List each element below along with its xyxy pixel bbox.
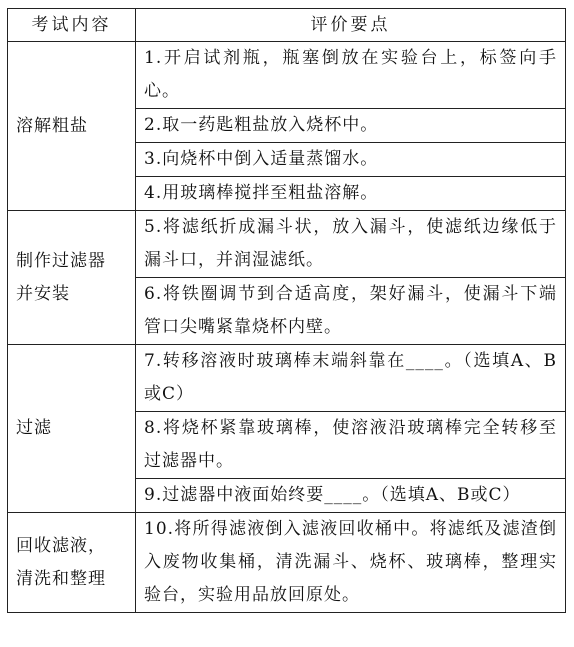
header-topic: 考试内容 xyxy=(8,9,136,42)
header-criteria: 评价要点 xyxy=(136,9,566,42)
topic-line: 并安装 xyxy=(16,283,70,304)
criterion-cell: 10.将所得滤液倒入滤液回收桶中。将滤纸及滤渣倒入废物收集桶，清洗漏斗、烧杯、玻璃棒，整理实验台，实验用品放回原处。 xyxy=(136,513,566,613)
topic-line: 过滤 xyxy=(16,418,52,438)
table-row xyxy=(8,345,566,412)
criterion-cell: 3.向烧杯中倒入适量蒸馏水。 xyxy=(136,143,566,177)
topic-line: 溶解粗盐 xyxy=(16,115,88,136)
criterion-cell: 2.取一药匙粗盐放入烧杯中。 xyxy=(136,109,566,143)
topic-line: 回收滤液， xyxy=(16,535,106,556)
section-topic xyxy=(8,345,136,513)
criterion-cell: 1.开启试剂瓶，瓶塞倒放在实验台上，标签向手心。 xyxy=(136,42,566,109)
criterion-cell: 9.过滤器中液面始终要____。（选填A、B或C） xyxy=(136,479,566,513)
criterion-cell: 8.将烧杯紧靠玻璃棒，使溶液沿玻璃棒完全转移至过滤器中。 xyxy=(136,412,566,479)
section-topic xyxy=(8,42,136,211)
criterion-cell: 7.转移溶液时玻璃棒末端斜靠在____。（选填A、B或C） xyxy=(136,345,566,412)
criterion-cell: 5.将滤纸折成漏斗状，放入漏斗，使滤纸边缘低于漏斗口，并润湿滤纸。 xyxy=(136,211,566,278)
table-row xyxy=(8,513,566,613)
topic-line: 清洗和整理 xyxy=(16,568,106,589)
criterion-cell: 6.将铁圈调节到合适高度，架好漏斗，使漏斗下端管口尖嘴紧靠烧杯内壁。 xyxy=(136,278,566,345)
table-row xyxy=(8,211,566,278)
table-row xyxy=(8,42,566,109)
section-topic xyxy=(8,211,136,345)
section-topic xyxy=(8,513,136,613)
criterion-cell: 4.用玻璃棒搅拌至粗盐溶解。 xyxy=(136,177,566,211)
header-row xyxy=(8,9,566,42)
evaluation-table xyxy=(7,8,566,613)
topic-line: 制作过滤器 xyxy=(16,250,106,271)
